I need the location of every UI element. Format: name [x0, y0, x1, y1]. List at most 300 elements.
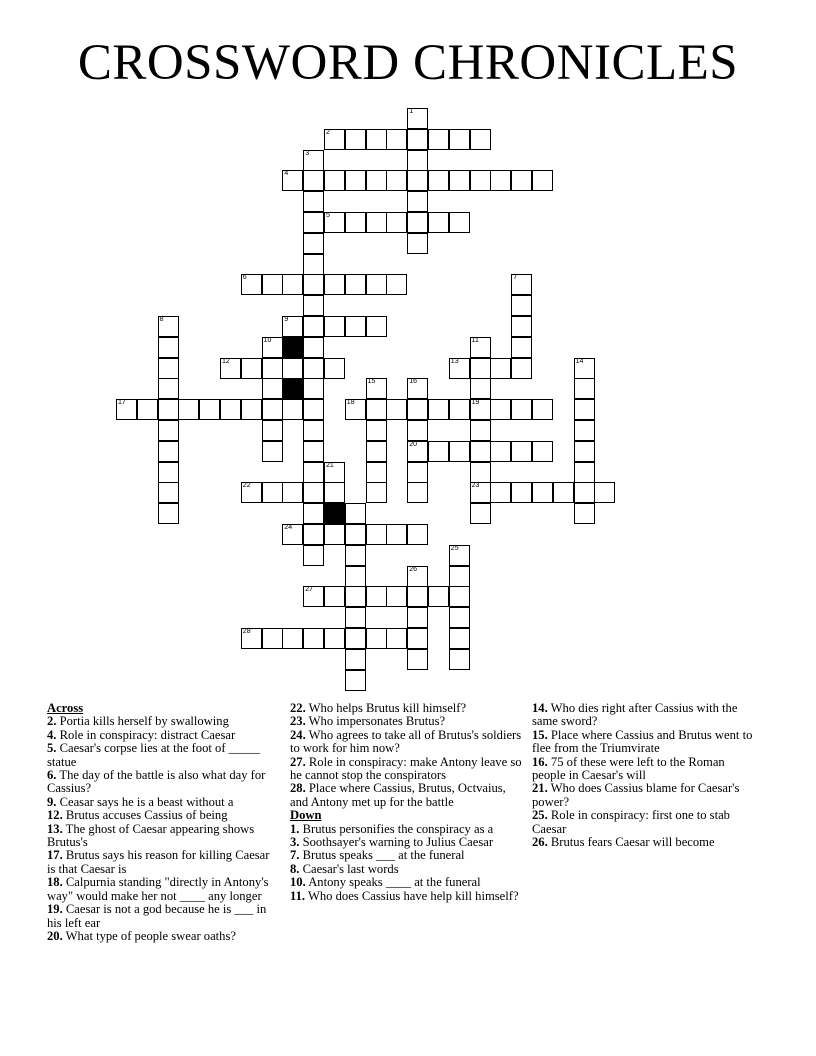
clue-item [290, 782, 522, 809]
grid-cell[interactable] [449, 170, 470, 191]
grid-cell[interactable] [262, 441, 283, 462]
clue-number-label: 15. [532, 727, 548, 742]
grid-cell[interactable] [407, 378, 428, 399]
clue-number: 21 [326, 461, 334, 469]
clue-text: Place where Cassius, Brutus, Octvaius, and Antony met up for the battle [290, 781, 506, 809]
section-heading-text: Down [290, 808, 322, 823]
clue-text: Soothsayer's warning to Julius Caesar [299, 835, 494, 850]
grid-cell[interactable] [511, 316, 532, 337]
clue-item [290, 836, 522, 849]
clue-item [290, 863, 522, 876]
clue-text: Role in conspiracy: distract Caesar [56, 727, 236, 742]
clue-number: 4 [284, 170, 289, 178]
grid-cell[interactable] [199, 399, 220, 420]
clue-text: Who does Cassius blame for Caesar's power? [532, 781, 740, 809]
grid-cell[interactable] [407, 566, 428, 587]
grid-cell[interactable] [574, 462, 595, 483]
grid-cell[interactable] [137, 399, 158, 420]
grid-cell[interactable] [428, 441, 449, 462]
grid-cell[interactable] [407, 441, 428, 462]
clue-number-label: 11. [290, 888, 306, 903]
grid-cell[interactable] [282, 628, 303, 649]
clue-number-label: 21. [532, 781, 548, 796]
grid-cell[interactable] [511, 337, 532, 358]
grid-cell[interactable] [345, 628, 366, 649]
clue-number-label: 16. [532, 754, 548, 769]
grid-cell[interactable] [324, 316, 345, 337]
grid-cell[interactable] [470, 129, 491, 150]
clue-number-label: 13. [47, 821, 63, 836]
grid-cell[interactable] [303, 254, 324, 275]
grid-cell[interactable] [366, 212, 387, 233]
clues-column-3 [532, 702, 760, 849]
clue-text: Caesar's last words [299, 861, 399, 876]
grid-cell[interactable] [220, 399, 241, 420]
grid-cell[interactable] [449, 586, 470, 607]
grid-cell[interactable] [303, 316, 324, 337]
grid-cell[interactable] [407, 586, 428, 607]
grid-cell[interactable] [407, 482, 428, 503]
grid-cell[interactable] [511, 482, 532, 503]
grid-cell[interactable] [511, 399, 532, 420]
grid-cell[interactable] [511, 295, 532, 316]
grid-cell[interactable] [282, 316, 303, 337]
grid-cell[interactable] [366, 420, 387, 441]
clue-number-label: 4. [47, 727, 57, 742]
grid-cell[interactable] [282, 358, 303, 379]
grid-cell[interactable] [511, 274, 532, 295]
grid-cell[interactable] [574, 441, 595, 462]
grid-cell[interactable] [428, 129, 449, 150]
grid-cell[interactable] [324, 274, 345, 295]
clues-column-1 [47, 702, 272, 943]
grid-cell[interactable] [449, 129, 470, 150]
grid-cell[interactable] [324, 462, 345, 483]
grid-cell[interactable] [490, 358, 511, 379]
grid-cell[interactable] [449, 566, 470, 587]
clue-item [47, 849, 272, 876]
clue-item [532, 782, 760, 809]
grid-cell[interactable] [470, 462, 491, 483]
clue-item [47, 729, 272, 742]
grid-cell[interactable] [449, 545, 470, 566]
grid-cell[interactable] [532, 170, 553, 191]
clue-number: 1 [409, 108, 414, 115]
grid-cell[interactable] [345, 670, 366, 691]
grid-cell[interactable] [345, 545, 366, 566]
grid-cell[interactable] [470, 441, 491, 462]
grid-cell[interactable] [158, 503, 179, 524]
grid-cell[interactable] [324, 524, 345, 545]
clue-number: 14 [575, 357, 584, 365]
clue-number: 13 [450, 357, 459, 365]
grid-cell[interactable] [324, 129, 345, 150]
clue-number-label: 22. [290, 701, 306, 715]
grid-cell[interactable] [241, 628, 262, 649]
grid-cell[interactable] [178, 399, 199, 420]
grid-cell[interactable] [303, 420, 324, 441]
grid-cell[interactable] [366, 482, 387, 503]
grid-cell[interactable] [303, 399, 324, 420]
clue-item [47, 796, 272, 809]
clue-text: Brutus says his reason for killing Caesar is that Caesar is [47, 848, 270, 876]
grid-cell[interactable] [158, 482, 179, 503]
section-heading-text: Across [47, 701, 84, 715]
grid-cell[interactable] [366, 462, 387, 483]
clue-number: 22 [242, 482, 251, 490]
grid-cell[interactable] [428, 399, 449, 420]
grid-cell[interactable] [594, 482, 615, 503]
grid-cell[interactable] [158, 358, 179, 379]
grid-cell[interactable] [262, 399, 283, 420]
clue-number-label: 5. [47, 741, 57, 756]
grid-cell[interactable] [386, 399, 407, 420]
clue-number: 26 [409, 565, 417, 573]
grid-cell[interactable] [241, 358, 262, 379]
grid-cell[interactable] [324, 628, 345, 649]
grid-cell[interactable] [303, 482, 324, 503]
clue-number: 7 [513, 274, 518, 282]
clue-item [532, 729, 760, 756]
grid-cell[interactable] [345, 212, 366, 233]
clue-number-label: 9. [47, 794, 57, 809]
clue-text: Who dies right after Cassius with the same sword? [532, 701, 738, 729]
clue-number-label: 12. [47, 808, 63, 823]
grid-cell[interactable] [407, 191, 428, 212]
clue-text: Caesar's corpse lies at the foot of _____ statue [47, 741, 261, 769]
grid-cell[interactable] [345, 566, 366, 587]
grid-cell[interactable] [262, 358, 283, 379]
grid-cell[interactable] [386, 212, 407, 233]
grid-cell[interactable] [345, 399, 366, 420]
clue-item [47, 769, 272, 796]
grid-cell[interactable] [470, 358, 491, 379]
clue-number-label: 28. [290, 781, 306, 796]
grid-cell[interactable] [386, 274, 407, 295]
grid-cell[interactable] [532, 482, 553, 503]
grid-cell[interactable] [490, 170, 511, 191]
grid-cell[interactable] [303, 233, 324, 254]
grid-cell[interactable] [303, 545, 324, 566]
grid-cell[interactable] [490, 482, 511, 503]
grid-cell[interactable] [241, 399, 262, 420]
clue-number-label: 7. [290, 848, 300, 863]
clue-item [290, 876, 522, 889]
grid-cell[interactable] [303, 337, 324, 358]
grid-cell[interactable] [407, 607, 428, 628]
grid-cell[interactable] [303, 191, 324, 212]
grid-cell[interactable] [303, 441, 324, 462]
grid-cell[interactable] [428, 170, 449, 191]
grid-cell[interactable] [366, 586, 387, 607]
grid-cell[interactable] [386, 586, 407, 607]
grid-cell[interactable] [449, 358, 470, 379]
black-square [282, 337, 303, 358]
grid-cell[interactable] [407, 628, 428, 649]
grid-cell[interactable] [324, 482, 345, 503]
grid-cell[interactable] [366, 628, 387, 649]
grid-cell[interactable] [407, 108, 428, 129]
grid-cell[interactable] [553, 482, 574, 503]
grid-cell[interactable] [470, 170, 491, 191]
grid-cell[interactable] [158, 378, 179, 399]
grid-cell[interactable] [262, 378, 283, 399]
grid-cell[interactable] [574, 503, 595, 524]
grid-cell[interactable] [366, 378, 387, 399]
clue-number-label: 25. [532, 808, 548, 823]
grid-cell[interactable] [158, 462, 179, 483]
clue-number: 11 [471, 336, 479, 344]
grid-cell[interactable] [574, 420, 595, 441]
clue-number: 28 [242, 628, 251, 635]
grid-cell[interactable] [303, 150, 324, 171]
grid-cell[interactable] [303, 503, 324, 524]
clue-item [47, 903, 272, 930]
grid-cell[interactable] [345, 170, 366, 191]
grid-cell[interactable] [532, 441, 553, 462]
grid-cell[interactable] [449, 441, 470, 462]
clue-item [532, 756, 760, 783]
grid-cell[interactable] [407, 524, 428, 545]
black-square [282, 378, 303, 399]
clue-item [47, 742, 272, 769]
clue-item [47, 823, 272, 850]
grid-cell[interactable] [366, 399, 387, 420]
grid-cell[interactable] [490, 441, 511, 462]
grid-cell[interactable] [366, 129, 387, 150]
grid-cell[interactable] [366, 524, 387, 545]
clue-text: Brutus speaks ___ at the funeral [299, 848, 465, 863]
grid-cell[interactable] [303, 628, 324, 649]
grid-cell[interactable] [407, 649, 428, 670]
clue-number: 15 [367, 378, 376, 386]
grid-cell[interactable] [241, 482, 262, 503]
grid-cell[interactable] [407, 399, 428, 420]
grid-cell[interactable] [324, 586, 345, 607]
grid-cell[interactable] [574, 482, 595, 503]
clue-number: 16 [409, 378, 417, 386]
grid-cell[interactable] [345, 274, 366, 295]
clue-number: 3 [305, 149, 310, 157]
clue-number: 6 [242, 274, 247, 282]
grid-cell[interactable] [158, 441, 179, 462]
grid-cell[interactable] [407, 170, 428, 191]
clue-number-label: 24. [290, 727, 306, 742]
clue-number: 20 [409, 440, 417, 448]
clue-item [290, 729, 522, 756]
clue-text: Caesar is not a god because he is ___ in his left ear [47, 902, 267, 930]
grid-cell[interactable] [449, 649, 470, 670]
clue-number-label: 27. [290, 754, 306, 769]
grid-cell[interactable] [262, 274, 283, 295]
grid-cell[interactable] [511, 441, 532, 462]
clue-text: Ceasar says he is a beast without a [56, 794, 234, 809]
grid-cell[interactable] [303, 295, 324, 316]
grid-cell[interactable] [345, 607, 366, 628]
clue-text: Role in conspiracy: first one to stab Caesar [532, 808, 730, 836]
grid-cell[interactable] [303, 170, 324, 191]
clue-text: 75 of these were left to the Roman people in Caesar's will [532, 754, 725, 783]
grid-cell[interactable] [386, 524, 407, 545]
clue-number: 5 [326, 212, 330, 219]
grid-cell[interactable] [262, 337, 283, 358]
grid-cell[interactable] [574, 378, 595, 399]
grid-cell[interactable] [470, 337, 491, 358]
clue-number-label: 1. [290, 821, 300, 836]
clue-text: Portia kills herself by swallowing [56, 714, 229, 729]
grid-cell[interactable] [241, 274, 262, 295]
grid-cell[interactable] [407, 212, 428, 233]
grid-cell[interactable] [303, 462, 324, 483]
grid-cell[interactable] [303, 524, 324, 545]
clue-text: Brutus fears Caesar will become [547, 835, 715, 850]
clue-text: Who helps Brutus kill himself? [305, 701, 467, 715]
grid-cell[interactable] [345, 503, 366, 524]
clue-number-label: 3. [290, 835, 300, 850]
clue-text: Role in conspiracy: make Antony leave so he cannot stop the conspirators [290, 754, 522, 783]
grid-cell[interactable] [303, 274, 324, 295]
grid-cell[interactable] [282, 524, 303, 545]
grid-cell[interactable] [470, 420, 491, 441]
grid-cell[interactable] [407, 462, 428, 483]
clue-item [290, 890, 522, 903]
clue-text: The ghost of Caesar appearing shows Brutus's [47, 821, 255, 850]
clue-number: 10 [263, 336, 272, 344]
clue-item [290, 702, 522, 715]
clue-number-label: 18. [47, 875, 63, 890]
clue-number: 27 [305, 586, 313, 594]
clue-item [532, 809, 760, 836]
clue-number-label: 20. [47, 928, 63, 943]
clue-number-label: 26. [532, 835, 548, 850]
clue-section-heading [290, 809, 522, 822]
grid-cell[interactable] [366, 441, 387, 462]
grid-cell[interactable] [324, 358, 345, 379]
grid-cell[interactable] [282, 274, 303, 295]
grid-cell[interactable] [449, 212, 470, 233]
grid-cell[interactable] [158, 316, 179, 337]
clue-number: 9 [284, 316, 289, 323]
page-title: CROSSWORD CHRONICLES [77, 35, 739, 91]
grid-cell[interactable] [386, 628, 407, 649]
grid-cell[interactable] [303, 358, 324, 379]
grid-cell[interactable] [386, 129, 407, 150]
clue-text: Who impersonates Brutus? [305, 714, 446, 729]
grid-cell[interactable] [386, 170, 407, 191]
clue-item [47, 930, 272, 943]
clue-item [290, 849, 522, 862]
grid-cell[interactable] [449, 628, 470, 649]
grid-cell[interactable] [262, 482, 283, 503]
grid-cell[interactable] [345, 524, 366, 545]
grid-cell[interactable] [158, 420, 179, 441]
grid-cell[interactable] [407, 233, 428, 254]
grid-cell[interactable] [366, 316, 387, 337]
grid-cell[interactable] [407, 420, 428, 441]
clue-number-label: 2. [47, 714, 57, 729]
clue-item [290, 715, 522, 728]
grid-cell[interactable] [303, 378, 324, 399]
clue-section-heading [47, 702, 272, 715]
grid-cell[interactable] [470, 378, 491, 399]
grid-cell[interactable] [511, 170, 532, 191]
grid-cell[interactable] [345, 586, 366, 607]
clue-number: 25 [450, 544, 459, 552]
clue-item [47, 715, 272, 728]
grid-cell[interactable] [470, 503, 491, 524]
clue-number-label: 17. [47, 848, 63, 863]
clues-column-2 [290, 702, 522, 903]
clue-number: 19 [471, 399, 480, 407]
grid-cell[interactable] [407, 150, 428, 171]
grid-cell[interactable] [303, 586, 324, 607]
clue-item [47, 876, 272, 903]
clue-number: 8 [159, 316, 164, 323]
clue-text: Antony speaks ____ at the funeral [305, 875, 481, 890]
grid-cell[interactable] [345, 649, 366, 670]
grid-cell[interactable] [282, 170, 303, 191]
clue-text: Place where Cassius and Brutus went to flee from the Triumvirate [532, 727, 753, 756]
clue-number: 18 [346, 399, 355, 407]
clue-number: 23 [471, 482, 480, 490]
grid-cell[interactable] [262, 628, 283, 649]
grid-cell[interactable] [407, 129, 428, 150]
clue-number-label: 23. [290, 714, 306, 729]
grid-cell[interactable] [428, 212, 449, 233]
grid-cell[interactable] [428, 586, 449, 607]
grid-cell[interactable] [345, 316, 366, 337]
grid-cell[interactable] [449, 399, 470, 420]
grid-cell[interactable] [116, 399, 137, 420]
clue-text: The day of the battle is also what day for Cassius? [47, 768, 266, 796]
clue-item [532, 836, 760, 849]
grid-cell[interactable] [470, 399, 491, 420]
grid-cell[interactable] [303, 212, 324, 233]
grid-cell[interactable] [574, 399, 595, 420]
grid-cell[interactable] [366, 170, 387, 191]
grid-cell[interactable] [511, 358, 532, 379]
grid-cell[interactable] [366, 274, 387, 295]
clue-number-label: 6. [47, 768, 57, 783]
grid-cell[interactable] [324, 170, 345, 191]
grid-cell[interactable] [490, 399, 511, 420]
clue-text: Calpurnia standing "directly in Antony's way" would make her not ____ any longer [47, 875, 269, 903]
grid-cell[interactable] [282, 482, 303, 503]
grid-cell[interactable] [345, 129, 366, 150]
clue-item [47, 809, 272, 822]
clue-text: Who agrees to take all of Brutus's soldiers to work for him now? [290, 727, 522, 756]
clue-number: 12 [222, 357, 230, 365]
grid-cell[interactable] [282, 399, 303, 420]
clue-number: 2 [326, 128, 330, 136]
clue-number-label: 8. [290, 861, 300, 876]
grid-cell[interactable] [220, 358, 241, 379]
grid-cell[interactable] [324, 212, 345, 233]
black-square [324, 503, 345, 524]
clue-number-label: 14. [532, 701, 548, 715]
clue-text: Brutus accuses Cassius of being [62, 808, 228, 823]
grid-cell[interactable] [532, 399, 553, 420]
grid-cell[interactable] [158, 337, 179, 358]
grid-cell[interactable] [262, 420, 283, 441]
grid-cell[interactable] [470, 482, 491, 503]
clue-item [532, 702, 760, 729]
grid-cell[interactable] [449, 607, 470, 628]
grid-cell[interactable] [158, 399, 179, 420]
clue-number: 24 [284, 524, 293, 531]
grid-cell[interactable] [574, 358, 595, 379]
clue-item [290, 823, 522, 836]
